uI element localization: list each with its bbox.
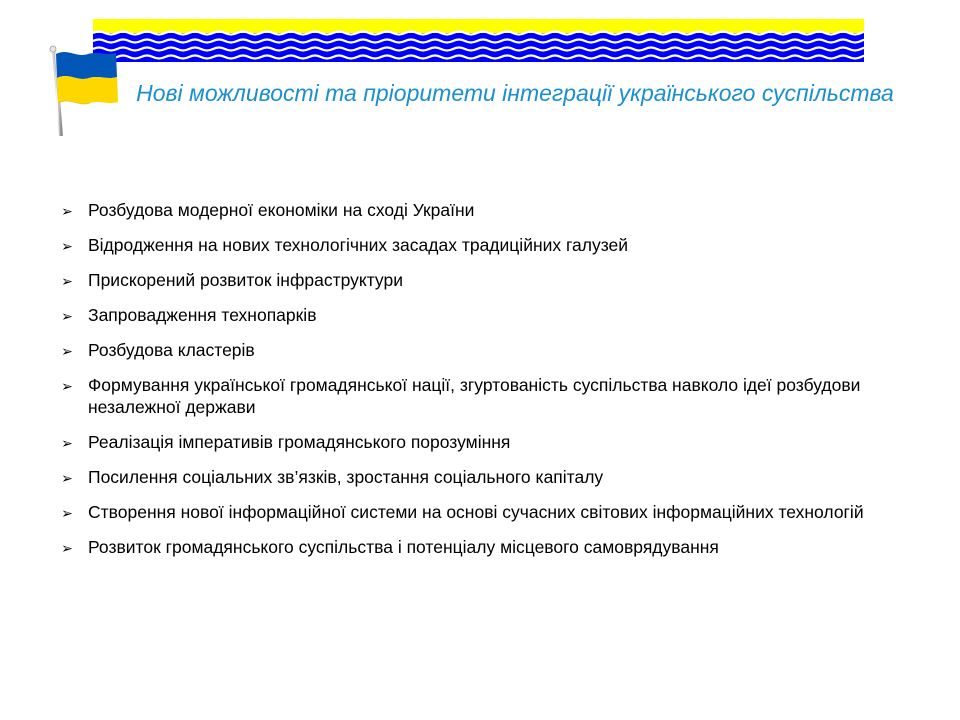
list-item	[58, 374, 908, 418]
list-item-text: Прискорений розвиток інфраструктури	[88, 270, 403, 290]
list-item-text: Відродження на нових технологічних засадах традиційних галузей	[88, 235, 629, 255]
list-item	[58, 304, 908, 326]
wave-line	[93, 32, 864, 35]
arrowhead-bullet-icon: ➢	[61, 203, 73, 219]
wave-pattern-icon	[93, 29, 864, 62]
arrowhead-bullet-icon: ➢	[61, 238, 73, 254]
list-item-text: Розбудова кластерів	[88, 340, 255, 360]
arrowhead-bullet-icon: ➢	[61, 540, 73, 556]
arrowhead-bullet-icon: ➢	[61, 308, 73, 324]
list-item	[58, 199, 908, 221]
list-item-text: Реалізація імперативів громадянського порозуміння	[88, 432, 511, 452]
list-item	[58, 431, 908, 453]
list-item-text: Створення нової інформаційної системи на основі сучасних світових інформаційних технологій	[88, 502, 864, 522]
list-item	[58, 234, 908, 256]
arrowhead-bullet-icon: ➢	[61, 505, 73, 521]
list-item	[58, 501, 908, 523]
decorative-wave-banner	[93, 19, 864, 62]
list-item-text: Посилення соціальних зв’язків, зростання соціального капіталу	[88, 467, 604, 487]
arrowhead-bullet-icon: ➢	[61, 470, 73, 486]
list-item	[58, 269, 908, 291]
priorities-list	[58, 199, 908, 571]
list-item	[58, 466, 908, 488]
list-item	[58, 339, 908, 361]
list-item-text: Розбудова модерної економіки на сході України	[88, 200, 475, 220]
arrowhead-bullet-icon: ➢	[61, 435, 73, 451]
arrowhead-bullet-icon: ➢	[61, 378, 73, 394]
list-item	[58, 536, 908, 558]
wave-line	[93, 56, 864, 59]
wave-line	[93, 40, 864, 43]
list-item-text: Формування української громадянської нації, згуртованість суспільства навколо ідеї розбудови незалежної держави	[88, 375, 861, 417]
arrowhead-bullet-icon: ➢	[61, 343, 73, 359]
list-item-text: Розвиток громадянського суспільства і потенціалу місцевого самоврядування	[88, 537, 719, 557]
arrowhead-bullet-icon: ➢	[61, 273, 73, 289]
list-item-text: Запровадження технопарків	[88, 305, 317, 325]
wave-line	[93, 48, 864, 51]
slide-title: Нові можливості та пріоритети інтеграції українського суспільства	[136, 80, 894, 106]
ukraine-flag-icon	[46, 44, 120, 138]
